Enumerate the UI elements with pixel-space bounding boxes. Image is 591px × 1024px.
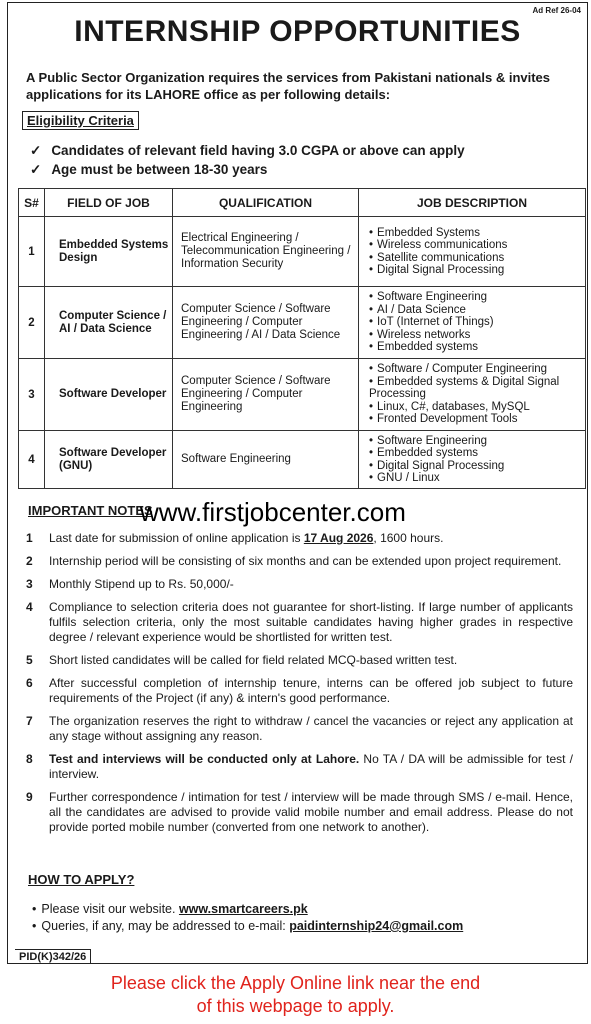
description-item: • AI / Data Science bbox=[369, 304, 585, 317]
jobs-table bbox=[18, 188, 586, 489]
field-of-job: Software Developer (GNU) bbox=[45, 431, 173, 489]
description-item: • Software Engineering bbox=[369, 435, 585, 448]
list-item bbox=[26, 577, 573, 592]
description-item: • IoT (Internet of Things) bbox=[369, 316, 585, 329]
list-item bbox=[26, 676, 573, 706]
note-number: 1 bbox=[26, 531, 33, 545]
list-item bbox=[26, 714, 573, 744]
note-text: Short listed candidates will be called for field related MCQ-based written test. bbox=[49, 653, 458, 667]
col-header-sn: S# bbox=[19, 189, 45, 217]
notes-heading: IMPORTANT NOTES bbox=[28, 503, 153, 518]
email-link[interactable]: paidinternship24@gmail.com bbox=[289, 919, 464, 933]
eligibility-item: ✓ Candidates of relevant field having 3.0 CGPA or above can apply bbox=[30, 141, 465, 160]
apply-text: Please visit our website. bbox=[41, 902, 179, 916]
note-number: 2 bbox=[26, 554, 33, 568]
page-title: INTERNSHIP OPPORTUNITIES bbox=[74, 15, 521, 48]
table-row bbox=[19, 217, 586, 287]
row-number: 2 bbox=[19, 287, 45, 359]
list-item bbox=[26, 554, 573, 569]
job-description bbox=[359, 217, 586, 287]
list-item bbox=[26, 653, 573, 668]
row-number: 4 bbox=[19, 431, 45, 489]
note-text: The organization reserves the right to withdraw / cancel the vacancies or reject any application at any stage without assigning any reason. bbox=[49, 714, 573, 743]
qualification: Software Engineering bbox=[173, 431, 359, 489]
intro-text: A Public Sector Organization requires the services from Pakistani nationals & invites applications for its LAHORE office as per following details: bbox=[26, 70, 551, 102]
deadline-date: 17 Aug 2026 bbox=[303, 531, 374, 545]
apply-online-line: Please click the Apply Online link near the end bbox=[110, 973, 481, 993]
description-item: • Satellite communications bbox=[369, 252, 585, 265]
col-header-qualification: QUALIFICATION bbox=[173, 189, 359, 217]
note-text: Further correspondence / intimation for test / interview will be made through SMS / e-mail. Hence, all the candidates are advised to provide valid mobile number and email address. Please do not provide ported mobile number (converted from one network to another). bbox=[49, 790, 573, 834]
note-number: 6 bbox=[26, 676, 33, 690]
watermark: www.firstjobcenter.com bbox=[140, 497, 406, 527]
list-item bbox=[26, 531, 573, 546]
note-text-part: , 1600 hours. bbox=[373, 531, 444, 545]
field-of-job: Computer Science / AI / Data Science bbox=[45, 287, 173, 359]
description-item: • Digital Signal Processing bbox=[369, 460, 585, 473]
advertisement bbox=[7, 2, 588, 964]
note-number: 8 bbox=[26, 752, 33, 766]
note-text: Monthly Stipend up to Rs. 50,000/- bbox=[49, 577, 234, 591]
note-text-part: Last date for submission of online application is bbox=[49, 531, 304, 545]
description-item: • Embedded systems bbox=[369, 341, 585, 354]
website-link[interactable]: www.smartcareers.pk bbox=[178, 902, 308, 916]
description-item: • GNU / Linux bbox=[369, 472, 585, 485]
eligibility-heading: Eligibility Criteria bbox=[22, 111, 139, 130]
description-item: • Fronted Development Tools bbox=[369, 413, 585, 426]
note-number: 9 bbox=[26, 790, 33, 804]
description-item: • Linux, C#, databases, MySQL bbox=[369, 401, 585, 414]
apply-online-notice bbox=[0, 972, 591, 1018]
qualification: Computer Science / Software Engineering / Computer Engineering bbox=[173, 359, 359, 431]
apply-online-line: of this webpage to apply. bbox=[196, 996, 395, 1016]
note-text-bold: Test and interviews will be conducted only at Lahore. bbox=[49, 752, 360, 766]
qualification: Electrical Engineering / Telecommunication Engineering / Information Security bbox=[173, 217, 359, 287]
note-text: Internship period will be consisting of six months and can be extended upon project requirement. bbox=[49, 554, 562, 568]
table-header-row bbox=[19, 189, 586, 217]
job-description bbox=[359, 431, 586, 489]
list-item bbox=[32, 901, 463, 918]
note-text: After successful completion of internship tenure, interns can be offered job subject to future requirements of the Project (if any) & intern's good performance. bbox=[49, 676, 573, 705]
description-item: • Wireless networks bbox=[369, 329, 585, 342]
job-description bbox=[359, 287, 586, 359]
note-text: Compliance to selection criteria does not guarantee for short-listing. If large number of applicants fulfils selection criteria, only the most suitable candidates having higher grades in respective degree / relevant experience would be shortlisted for written test. bbox=[49, 600, 573, 644]
apply-text: Queries, if any, may be addressed to e-mail: bbox=[41, 919, 290, 933]
note-number: 3 bbox=[26, 577, 33, 591]
table-row bbox=[19, 287, 586, 359]
description-item: • Embedded systems bbox=[369, 447, 585, 460]
note-number: 7 bbox=[26, 714, 33, 728]
list-item bbox=[26, 790, 573, 835]
eligibility-item: ✓ Age must be between 18-30 years bbox=[30, 160, 465, 179]
job-description bbox=[359, 359, 586, 431]
eligibility-list bbox=[30, 141, 465, 179]
description-item: • Digital Signal Processing bbox=[369, 264, 585, 277]
field-of-job: Software Developer bbox=[45, 359, 173, 431]
note-number: 5 bbox=[26, 653, 33, 667]
description-item: • Embedded Systems bbox=[369, 227, 585, 240]
ad-reference: Ad Ref 26-04 bbox=[532, 6, 581, 15]
apply-list bbox=[32, 901, 463, 935]
col-header-description: JOB DESCRIPTION bbox=[359, 189, 586, 217]
note-text bbox=[49, 752, 573, 782]
description-item: • Wireless communications bbox=[369, 239, 585, 252]
table-row bbox=[19, 431, 586, 489]
description-item: • Software / Computer Engineering bbox=[369, 363, 585, 376]
table-row bbox=[19, 359, 586, 431]
note-number: 4 bbox=[26, 600, 33, 614]
qualification: Computer Science / Software Engineering / Computer Engineering / AI / Data Science bbox=[173, 287, 359, 359]
description-item: • Software Engineering bbox=[369, 291, 585, 304]
note-text bbox=[49, 531, 443, 546]
list-item bbox=[32, 918, 463, 935]
row-number: 3 bbox=[19, 359, 45, 431]
pid-number: PID(K)342/26 bbox=[15, 949, 91, 964]
note-text-part: No TA / DA will be admissible for test / interview. bbox=[49, 752, 573, 781]
col-header-field: FIELD OF JOB bbox=[45, 189, 173, 217]
list-item bbox=[26, 600, 573, 645]
field-of-job: Embedded Systems Design bbox=[45, 217, 173, 287]
list-item bbox=[26, 752, 573, 782]
description-item: • Embedded systems & Digital Signal Processing bbox=[369, 376, 585, 401]
row-number: 1 bbox=[19, 217, 45, 287]
how-to-apply-heading: HOW TO APPLY? bbox=[28, 872, 135, 887]
notes-list bbox=[26, 531, 573, 843]
